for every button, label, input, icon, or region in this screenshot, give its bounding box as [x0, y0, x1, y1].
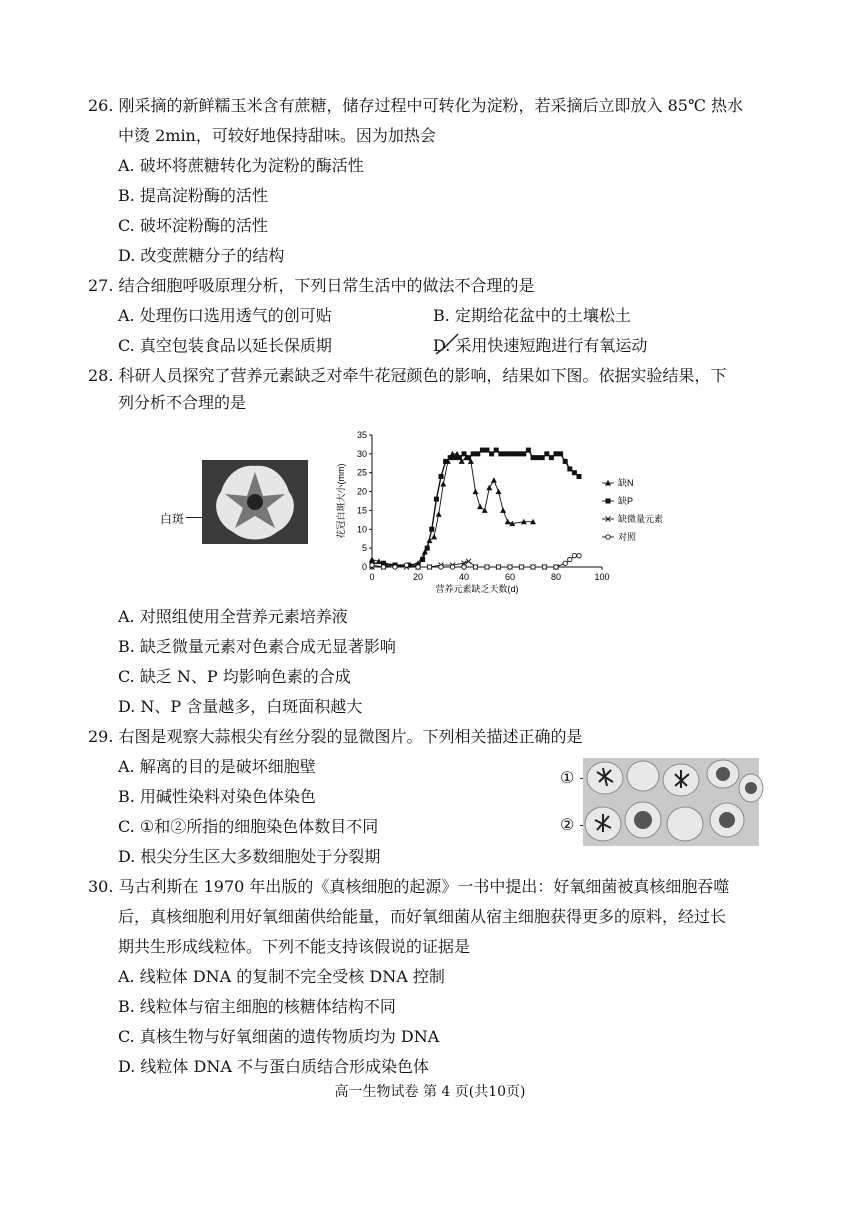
data-point-1	[443, 459, 448, 464]
q26-option-d: D. 改变蔗糖分子的结构	[118, 246, 285, 265]
data-point-1	[512, 451, 517, 456]
data-point-3	[462, 565, 466, 569]
q28-option-c: C. 缺乏 N、P 均影响色素的合成	[118, 667, 351, 686]
data-point-0	[486, 485, 492, 491]
y-tick-label: 25	[356, 467, 367, 478]
data-point-1	[480, 448, 485, 453]
data-point-0	[500, 507, 506, 513]
data-point-0	[431, 534, 437, 540]
y-tick-label: 5	[361, 543, 367, 554]
flower-photo	[202, 460, 308, 544]
q27-option-a: A. 处理伤口选用透气的创可贴	[118, 306, 332, 325]
data-point-1	[420, 557, 425, 562]
x-tick-label: 40	[458, 572, 470, 582]
data-point-1	[572, 470, 577, 475]
series-line-0	[372, 454, 533, 565]
legend-marker-1	[606, 499, 611, 504]
data-point-1	[540, 455, 545, 460]
x-tick-label: 0	[369, 572, 375, 582]
data-point-3	[427, 565, 431, 569]
photo-label-white-spot: 白斑	[160, 512, 185, 526]
data-point-3	[508, 565, 512, 569]
data-point-0	[477, 504, 483, 510]
data-point-3	[473, 565, 477, 569]
y-axis-label: 花冠白斑大小(mm)	[336, 463, 346, 539]
data-point-3	[568, 557, 572, 561]
q30-option-c: C. 真核生物与好氧细菌的遗传物质均为 DNA	[118, 1027, 440, 1046]
data-point-1	[544, 451, 549, 456]
q30-option-a: A. 线粒体 DNA 的复制不完全受核 DNA 控制	[118, 967, 445, 986]
x-axis-label: 营养元素缺乏天数(d)	[435, 584, 519, 594]
q27-option-d: D. 采用快速短跑进行有氧运动	[433, 336, 648, 355]
root-tip-micrograph	[583, 758, 759, 846]
data-point-1	[508, 451, 513, 456]
data-point-0	[496, 489, 502, 494]
q30-option-d: D. 线粒体 DNA 不与蛋白质结合形成染色体	[118, 1057, 429, 1076]
data-point-3	[554, 565, 558, 569]
data-point-1	[448, 455, 453, 460]
data-point-3	[393, 565, 397, 569]
data-point-1	[471, 451, 476, 456]
legend-label-2: 缺微量元素	[618, 514, 664, 524]
q26-option-b: B. 提高淀粉酶的活性	[118, 186, 268, 205]
y-tick-label: 20	[356, 486, 367, 497]
data-point-3	[563, 561, 567, 565]
q29-option-b: B. 用碱性染料对染色体染色	[118, 787, 316, 806]
white-spot-chart	[330, 425, 664, 605]
data-point-3	[450, 565, 454, 569]
data-point-1	[535, 455, 540, 460]
series-line-1	[372, 450, 579, 565]
data-point-3	[404, 563, 408, 567]
q30-stem-line3: 期共生形成线粒体。下列不能支持该假说的证据是	[118, 937, 471, 956]
q27-option-b: B. 定期给花盆中的土壤松土	[433, 306, 631, 325]
data-point-1	[452, 455, 457, 460]
data-point-1	[521, 451, 526, 456]
q28-stem-line2: 列分析不合理的是	[118, 393, 247, 412]
data-point-1	[429, 527, 434, 532]
data-point-1	[475, 451, 480, 456]
data-point-1	[485, 448, 490, 453]
q27-option-c: C. 真空包装食品以延长保质期	[118, 336, 332, 355]
data-point-1	[434, 497, 439, 502]
q28-option-d: D. N、P 含量越多，白斑面积越大	[118, 697, 363, 716]
data-point-1	[462, 451, 467, 456]
q26-stem-line1: 26. 刚采摘的新鲜糯玉米含有蔗糖，储存过程中可转化为淀粉，若采摘后立即放入 85℃ 热水	[88, 96, 743, 115]
q28-option-a: A. 对照组使用全营养元素培养液	[118, 607, 348, 626]
data-point-1	[494, 448, 499, 453]
legend-label-3: 对照	[618, 532, 637, 542]
page-footer: 高一生物试卷 第 4 页(共10页)	[334, 1084, 526, 1100]
q30-stem-line2: 后，真核细胞利用好氧细菌供给能量，而好氧细菌从宿主细胞获得更多的原料，经过长	[118, 907, 727, 926]
q26-stem-line2: 中烫 2min，可较好地保持甜味。因为加热会	[118, 126, 436, 145]
data-point-1	[466, 455, 471, 460]
q29-stem: 29. 右图是观察大蒜根尖有丝分裂的显微图片。下列相关描述正确的是	[88, 727, 583, 746]
q28-option-b: B. 缺乏微量元素对色素合成无显著影响	[118, 637, 396, 656]
x-tick-label: 100	[594, 572, 610, 582]
data-point-1	[558, 451, 563, 456]
data-point-3	[519, 565, 523, 569]
data-point-3	[439, 565, 443, 569]
data-point-1	[457, 455, 462, 460]
legend-marker-3	[606, 535, 610, 539]
data-point-0	[491, 477, 497, 483]
data-point-1	[567, 466, 572, 471]
data-point-1	[425, 546, 430, 551]
q29-option-c: C. ①和②所指的细胞染色体数目不同	[118, 817, 379, 836]
q30-stem-line1: 30. 马古利斯在 1970 年出版的《真核细胞的起源》一书中提出：好氧细菌被真核细胞吞噬	[88, 877, 730, 896]
data-point-1	[563, 459, 568, 464]
data-point-3	[542, 565, 546, 569]
data-point-3	[572, 553, 576, 557]
data-point-3	[485, 565, 489, 569]
y-tick-label: 35	[356, 430, 367, 440]
x-tick-label: 20	[412, 572, 424, 582]
data-point-1	[554, 451, 559, 456]
data-point-1	[531, 455, 536, 460]
data-point-3	[577, 553, 581, 557]
data-point-2	[466, 559, 471, 564]
data-point-1	[526, 448, 531, 453]
data-point-0	[436, 511, 442, 517]
data-point-3	[416, 565, 420, 569]
q27-stem: 27. 结合细胞呼吸原理分析，下列日常生活中的做法不合理的是	[88, 276, 535, 295]
legend-label-1: 缺P	[618, 496, 634, 506]
q29-option-a: A. 解离的目的是破坏细胞壁	[118, 757, 316, 776]
data-point-3	[531, 565, 535, 569]
q29-option-d: D. 根尖分生区大多数细胞处于分裂期	[118, 847, 381, 866]
legend-label-0: 缺N	[618, 478, 634, 488]
q26-option-a: A. 破坏将蔗糖转化为淀粉的酶活性	[118, 156, 364, 175]
x-tick-label: 80	[550, 572, 562, 582]
q26-option-c: C. 破坏淀粉酶的活性	[118, 216, 268, 235]
marker-1: ①	[560, 768, 575, 787]
data-point-3	[381, 565, 385, 569]
x-tick-label: 60	[504, 572, 516, 582]
data-point-1	[517, 451, 522, 456]
data-point-3	[496, 565, 500, 569]
y-tick-label: 30	[356, 448, 367, 459]
marker-2: ②	[560, 815, 575, 834]
handwritten-check-mark	[432, 330, 472, 360]
y-tick-label: 10	[356, 524, 367, 535]
data-point-1	[549, 455, 554, 460]
q28-stem-line1: 28. 科研人员探究了营养元素缺乏对牵牛花冠颜色的影响，结果如下图。依据实验结果，下	[88, 366, 727, 385]
q30-option-b: B. 线粒体与宿主细胞的核糖体结构不同	[118, 997, 396, 1016]
data-point-1	[577, 474, 582, 479]
data-point-1	[489, 451, 494, 456]
data-point-0	[505, 519, 511, 525]
data-point-0	[440, 481, 446, 487]
y-tick-label: 0	[361, 562, 367, 572]
data-point-0	[473, 489, 479, 494]
data-point-1	[503, 451, 508, 456]
data-point-1	[498, 451, 503, 456]
data-point-1	[439, 474, 444, 479]
y-tick-label: 15	[356, 505, 367, 516]
data-point-3	[370, 563, 374, 567]
